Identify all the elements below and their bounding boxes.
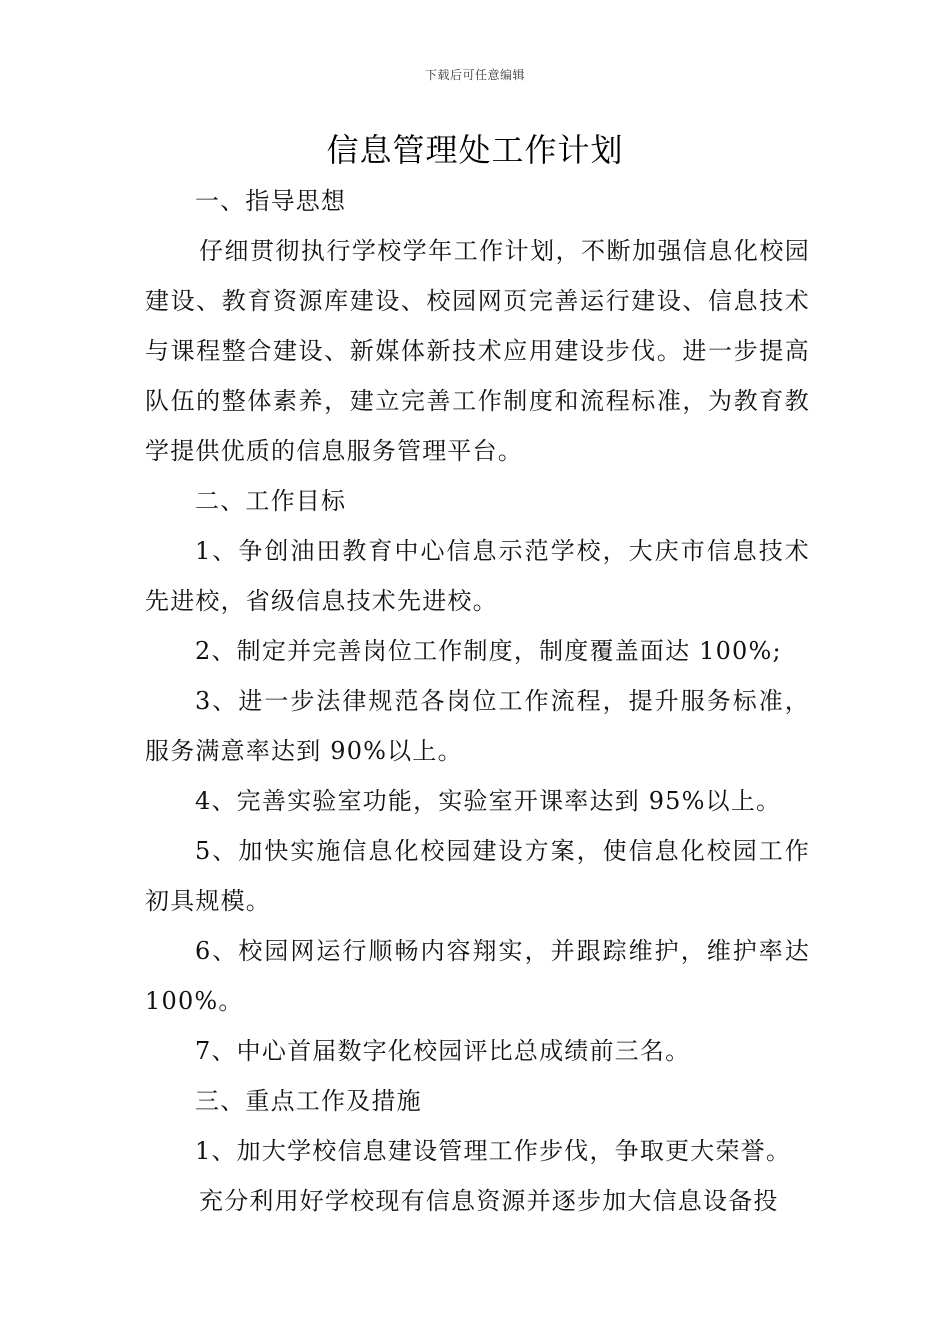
list-item: 6、校园网运行顺畅内容翔实，并跟踪维护，维护率达 100%。 (145, 937, 810, 1015)
list-item: 2、制定并完善岗位工作制度，制度覆盖面达 100%; (195, 637, 782, 665)
list-item: 1、争创油田教育中心信息示范学校，大庆市信息技术先进校，省级信息技术先进校。 (145, 537, 810, 615)
document-title: 信息管理处工作计划 (326, 131, 624, 169)
header-note: 下载后可任意编辑 (424, 68, 525, 82)
section-heading-work-goals: 二、工作目标 (195, 487, 347, 515)
document-body (145, 176, 810, 1226)
section-heading-guiding-ideology: 一、指导思想 (195, 187, 347, 215)
body-paragraph: 仔细贯彻执行学校学年工作计划，不断加强信息化校园建设、教育资源库建设、校园网页完善运行建设、信息技术与课程整合建设、新媒体新技术应用建设步伐。进一步提高队伍的整体素养，建立完善工作制度和流程标准，为教育教学提供优质的信息服务管理平台。 (145, 237, 810, 465)
list-item: 4、完善实验室功能，实验室开课率达到 95%以上。 (195, 787, 782, 815)
section-heading-key-work: 三、重点工作及措施 (195, 1087, 422, 1115)
body-paragraph: 充分利用好学校现有信息资源并逐步加大信息设备投 (199, 1187, 779, 1215)
list-item: 1、加大学校信息建设管理工作步伐，争取更大荣誉。 (195, 1137, 792, 1165)
list-item: 7、中心首届数字化校园评比总成绩前三名。 (195, 1037, 691, 1065)
list-item: 3、进一步法律规范各岗位工作流程，提升服务标准，服务满意率达到 90%以上。 (145, 687, 810, 765)
list-item: 5、加快实施信息化校园建设方案，使信息化校园工作初具规模。 (145, 837, 810, 915)
